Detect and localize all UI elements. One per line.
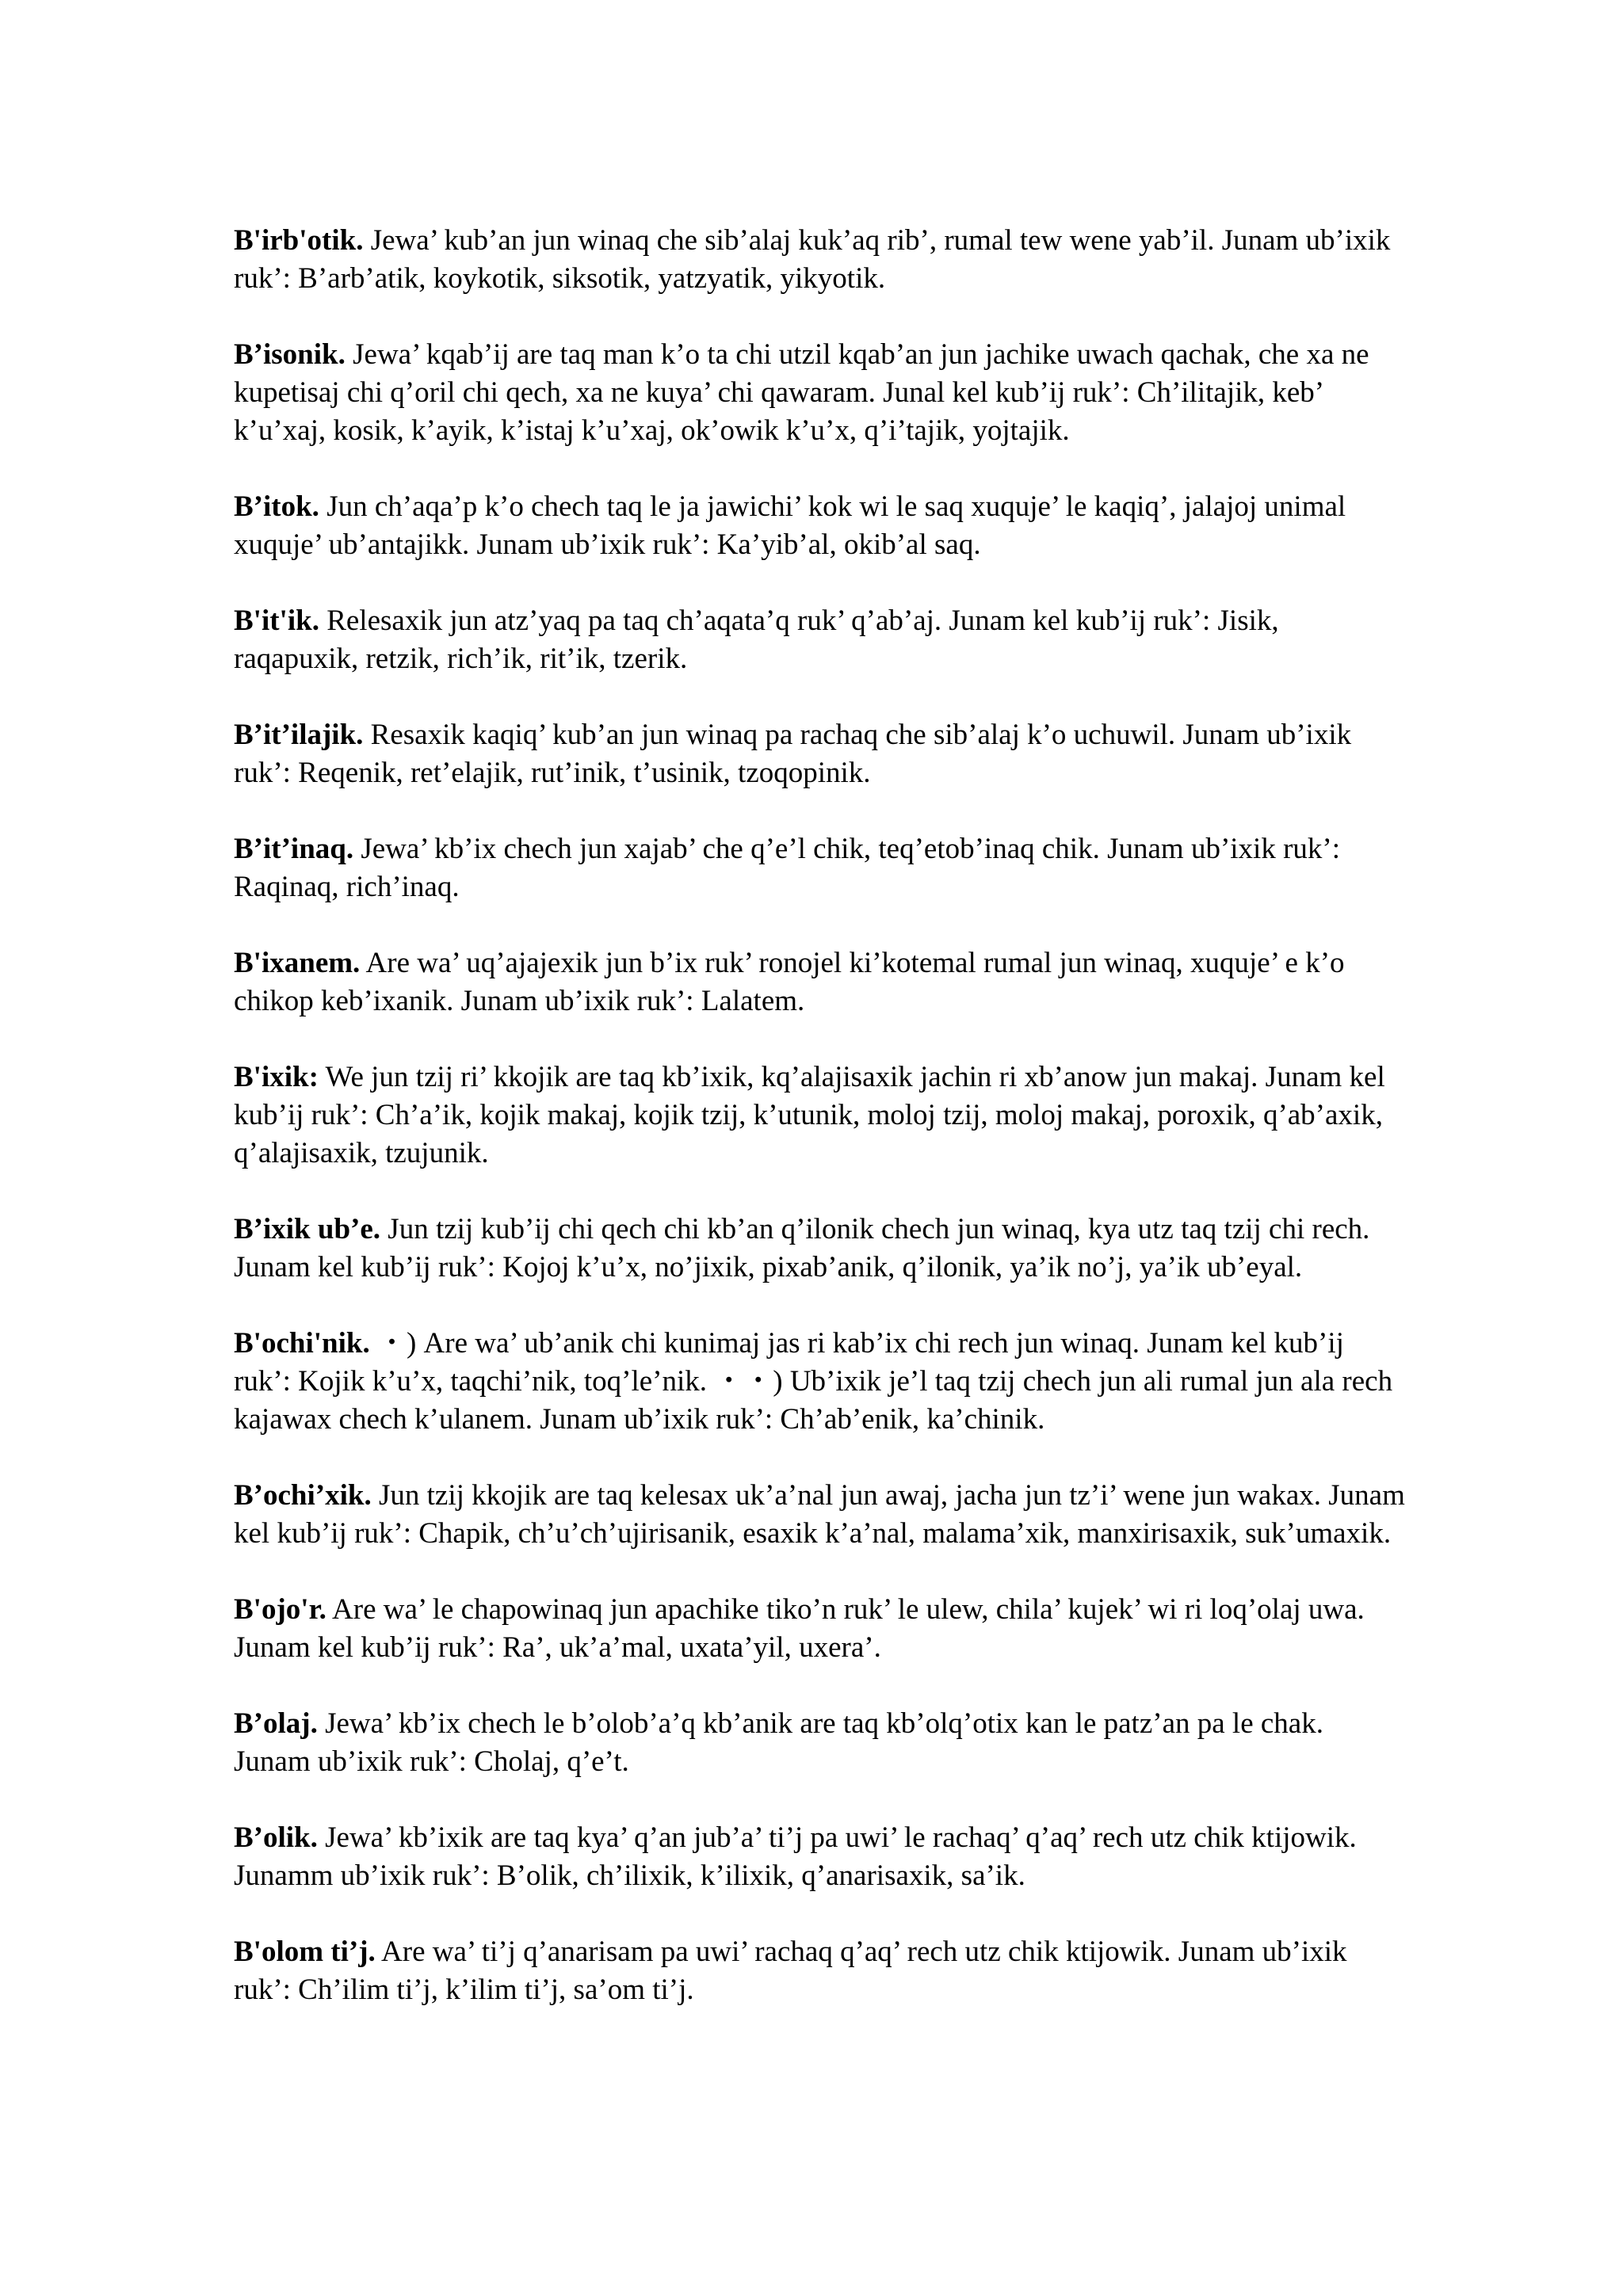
entry-term: B'ixanem. — [234, 947, 361, 979]
entry-definition: ・) Are wa’ ub’anik chi kunimaj jas ri kab’ix chi rech jun winaq. Junam kel kub’ij ruk’: Kojik k’u’x, taqchi’nik, toq’le’nik. ・・) Ub’ixik je’l taq tzij chech jun ali rumal jun ala rech kajawax chech k’ulanem. Junam ub’ixik ruk’: Ch’ab’enik, ka’chinik. — [234, 1327, 1393, 1436]
dictionary-entry — [234, 1325, 1407, 1439]
entry-definition: Jewa’ kb’ix chech le b’olob’a’q kb’anik are taq kb’olq’otix kan le patz’an pa le chak. Junam ub’ixik ruk’: Cholaj, q’e’t. — [234, 1707, 1323, 1778]
entry-term: B’itok. — [234, 490, 319, 523]
entry-definition: Are wa’ uq’ajajexik jun b’ix ruk’ ronojel ki’kotemal rumal jun winaq, xuquje’ e k’o chikop keb’ixanik. Junam ub’ixik ruk’: Lalatem. — [234, 947, 1345, 1017]
dictionary-entry — [234, 1591, 1407, 1667]
dictionary-entries — [234, 222, 1407, 2047]
entry-term: B'irb'otik. — [234, 224, 364, 257]
dictionary-entry — [234, 602, 1407, 678]
entry-definition: We jun tzij ri’ kkojik are taq kb’ixik, kq’alajisaxik jachin ri xb’anow jun makaj. Junam kel kub’ij ruk’: Ch’a’ik, kojik makaj, kojik tzij, k’utunik, moloj tzij, moloj makaj, poroxik, q’ab’axik, q’alajisaxik, tzujunik. — [234, 1061, 1385, 1169]
dictionary-entry — [234, 336, 1407, 450]
dictionary-entry — [234, 222, 1407, 298]
entry-term: B’olik. — [234, 1821, 318, 1854]
entry-term: B’olaj. — [234, 1707, 318, 1740]
entry-term: B'ojo'r. — [234, 1593, 327, 1626]
entry-definition: Jun ch’aqa’p k’o chech taq le ja jawichi’ kok wi le saq xuquje’ le kaqiq’, jalajoj unimal xuquje’ ub’antajikk. Junam ub’ixik ruk’: Ka’yib’al, okib’al saq. — [234, 490, 1346, 561]
dictionary-entry — [234, 716, 1407, 792]
dictionary-entry — [234, 1819, 1407, 1895]
dictionary-entry — [234, 1211, 1407, 1287]
entry-definition: Jewa’ kb’ix chech jun xajab’ che q’e’l chik, teq’etob’inaq chik. Junam ub’ixik ruk’: Raqinaq, rich’inaq. — [234, 833, 1340, 903]
entry-term: B’isonik. — [234, 338, 346, 371]
entry-term: B'ixik: — [234, 1061, 319, 1093]
entry-term: B'olom ti’j. — [234, 1936, 376, 1968]
entry-term: B’it’inaq. — [234, 833, 354, 865]
dictionary-entry — [234, 830, 1407, 906]
entry-definition: Jewa’ kqab’ij are taq man k’o ta chi utzil kqab’an jun jachike uwach qachak, che xa ne kupetisaj chi q’oril chi qech, xa ne kuya’ chi qawaram. Junal kel kub’ij ruk’: Ch’ilitajik, keb’ k’u’xaj, kosik, k’ayik, k’istaj k’u’xaj, ok’owik k’u’x, q’i’tajik, yojtajik. — [234, 338, 1369, 447]
dictionary-entry — [234, 1933, 1407, 2009]
entry-definition: Jewa’ kb’ixik are taq kya’ q’an jub’a’ ti’j pa uwi’ le rachaq’ q’aq’ rech utz chik ktijowik. Junamm ub’ixik ruk’: B’olik, ch’ilixik, k’ilixik, q’anarisaxik, sa’ik. — [234, 1821, 1357, 1892]
dictionary-entry — [234, 944, 1407, 1020]
dictionary-entry — [234, 488, 1407, 564]
entry-definition: Resaxik kaqiq’ kub’an jun winaq pa rachaq che sib’alaj k’o uchuwil. Junam ub’ixik ruk’: Reqenik, ret’elajik, rut’inik, t’usinik, tzoqopinik. — [234, 719, 1352, 789]
entry-term: B’it’ilajik. — [234, 719, 364, 751]
dictionary-entry — [234, 1705, 1407, 1781]
entry-definition: Are wa’ le chapowinaq jun apachike tiko’n ruk’ le ulew, chila’ kujek’ wi ri loq’olaj uwa. Junam kel kub’ij ruk’: Ra’, uk’a’mal, uxata’yil, uxera’. — [234, 1593, 1365, 1664]
entry-definition: Jun tzij kub’ij chi qech chi kb’an q’ilonik chech jun winaq, kya utz taq tzij chi rech. Junam kel kub’ij ruk’: Kojoj k’u’x, no’jixik, pixab’anik, q’ilonik, ya’ik no’j, ya’ik ub’eyal. — [234, 1213, 1370, 1283]
dictionary-entry — [234, 1477, 1407, 1553]
entry-term: B'it'ik. — [234, 605, 319, 637]
entry-definition: Are wa’ ti’j q’anarisam pa uwi’ rachaq q’aq’ rech utz chik ktijowik. Junam ub’ixik ruk’: Ch’ilim ti’j, k’ilim ti’j, sa’om ti’j. — [234, 1936, 1347, 2006]
entry-term: B’ixik ub’e. — [234, 1213, 381, 1245]
dictionary-entry — [234, 1058, 1407, 1173]
entry-term: B’ochi’xik. — [234, 1479, 372, 1512]
entry-definition: Jewa’ kub’an jun winaq che sib’alaj kuk’aq rib’, rumal tew wene yab’il. Junam ub’ixik ruk’: B’arb’atik, koykotik, siksotik, yatzyatik, yikyotik. — [234, 224, 1391, 295]
entry-term: B'ochi'nik. — [234, 1327, 370, 1360]
entry-definition: Relesaxik jun atz’yaq pa taq ch’aqata’q ruk’ q’ab’aj. Junam kel kub’ij ruk’: Jisik, raqapuxik, retzik, rich’ik, rit’ik, tzerik. — [234, 605, 1279, 675]
entry-definition: Jun tzij kkojik are taq kelesax uk’a’nal jun awaj, jacha jun tz’i’ wene jun wakax. Junam kel kub’ij ruk’: Chapik, ch’u’ch’ujirisanik, esaxik k’a’nal, malama’xik, manxirisaxik, suk’umaxik. — [234, 1479, 1405, 1550]
